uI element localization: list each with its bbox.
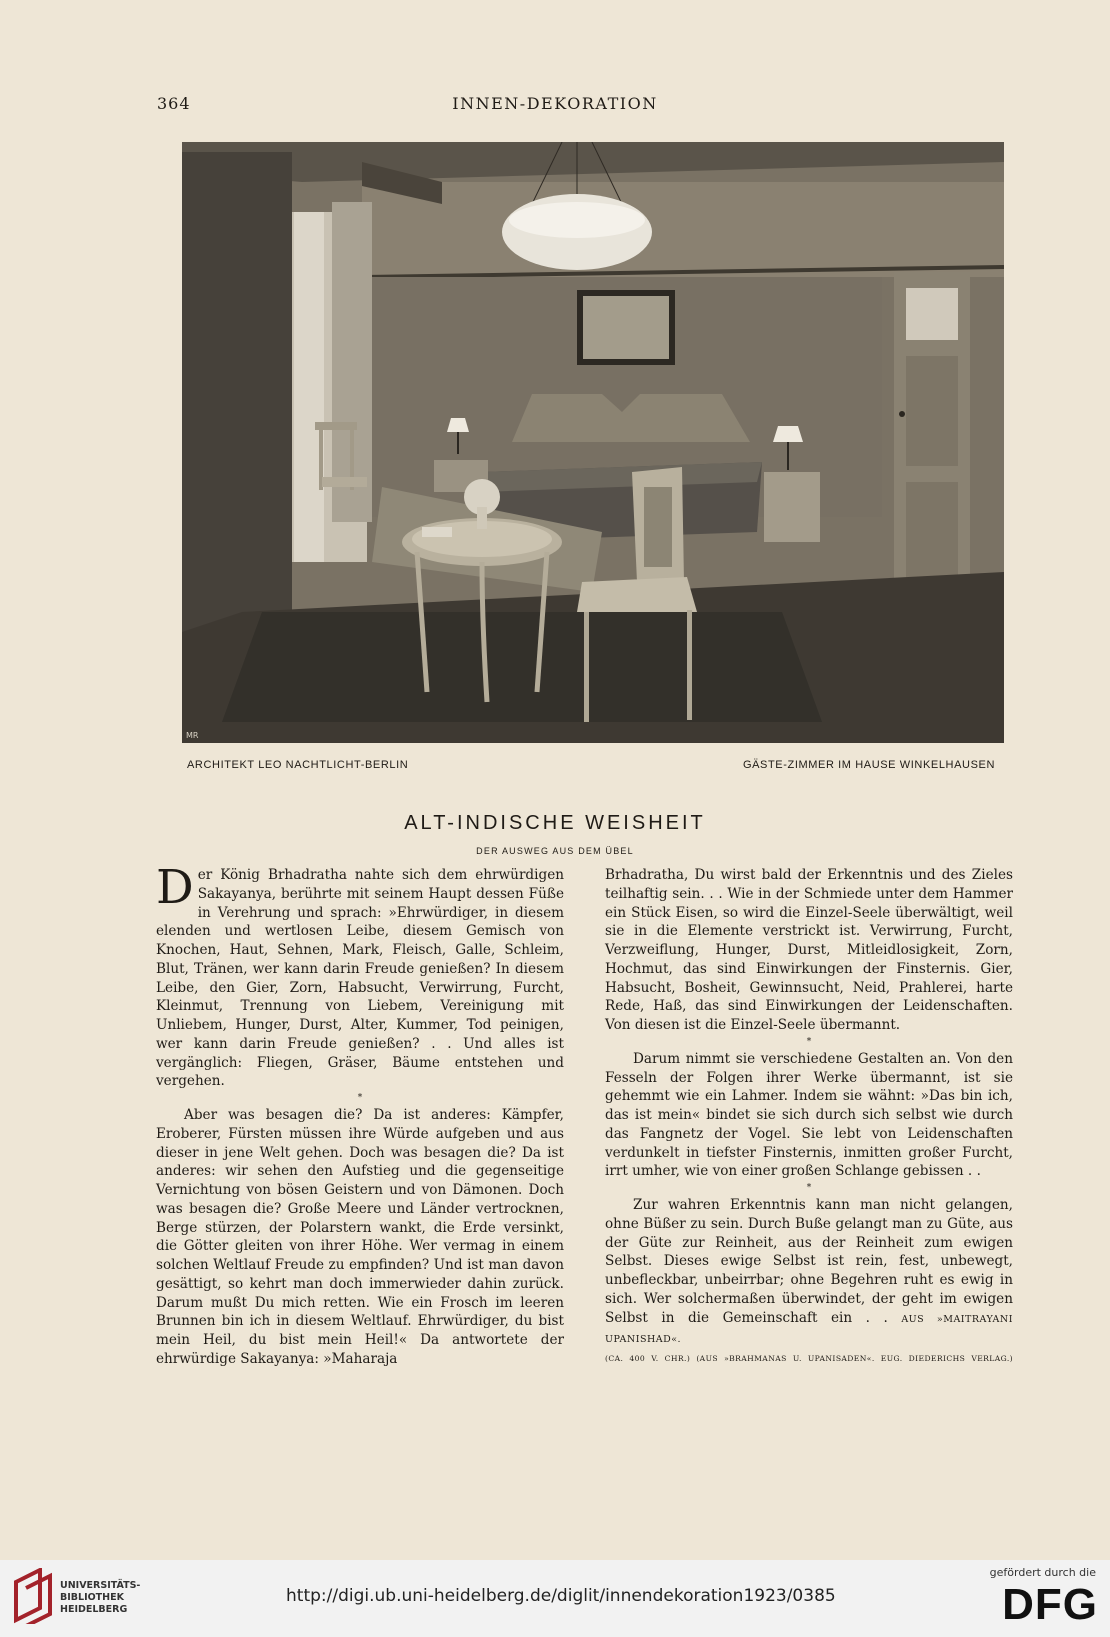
viewer-footer (0, 1560, 1110, 1637)
paragraph (156, 860, 564, 1091)
running-title: INNEN-DEKORATION (452, 94, 658, 113)
paragraph: Aber was besagen die? Da ist anderes: Kämpfer, Eroberer, Fürsten müssen ihre Würde aufgeben und aus dieser in jene Welt gehen. Doch was besagen die? Da ist anderes: wir sehen den Aufstieg und die gegenseitige Vernichtung von bösen Geistern und von Dämonen. Doch was besagen die? Große Meere und Länder vertrocknen, Berge stürzen, der Polarstern wankt, die Erde versinkt, die Götter gleiten von ihrer Höhe. Wer vermag in einem solchen Weltlauf Freude zu empfinden? Und ist man davon gesättigt, so kehrt man doch immerwieder dahin zurück. Darum mußt Du mich retten. Wie ein Frosch im leeren Brunnen bin ich in diesem Weltlauf. Ehrwürdiger, du bist mein Heil, du bist mein Heil!« Da antwortete der ehrwürdige Sakayanya: »Maharaja (156, 1107, 564, 1367)
interior-photograph (182, 142, 1004, 743)
paragraph-text: er König Brhadratha nahte sich dem ehrwürdigen Sakayanya, berührte mit seinem Haupt dessen Füße in Verehrung und sprach: »Ehrwürdiger, in diesem elenden und wertlosen Leibe, diesem Gemisch von Knochen, Haut, Sehnen, Mark, Fleisch, Galle, Schleim, Blut, Tränen, wer kann darin Freude genießen? In diesem Leibe, den Gier, Zorn, Habsucht, Verwirrung, Furcht, Kleinmut, Trennung von Liebem, Vereinigung mit Unliebem, Hunger, Durst, Alter, Kummer, Tod peinigen, wer kann darin Freude genießen? . . Und alles ist vergänglich: Fliegen, Gräser, Bäume entstehen und vergehen. (156, 867, 564, 1090)
photo-caption-room: GÄSTE-ZIMMER IM HAUSE WINKELHAUSEN (742, 759, 995, 771)
section-star: * (806, 1183, 812, 1193)
library-name (60, 1580, 140, 1616)
library-name-line: UNIVERSITÄTS- (60, 1580, 141, 1591)
guest-room-illustration (182, 142, 1004, 743)
source-note: (CA. 400 V. CHR.) (AUS »BRAHMANAS U. UPANISADEN«. EUG. DIEDERICHS VERLAG.) (605, 1354, 1013, 1363)
photo-caption-architect: ARCHITEKT LEO NACHTLICHT-BERLIN (187, 759, 409, 771)
library-name-line: HEIDELBERG (60, 1604, 128, 1615)
text-column-left (156, 860, 564, 1369)
drop-cap: D (156, 860, 194, 915)
university-library-logo-icon (12, 1568, 56, 1624)
page-number: 364 (157, 94, 191, 113)
text-column-right (605, 866, 1013, 1369)
library-name-line: BIBLIOTHEK (60, 1592, 124, 1603)
section-star: * (357, 1093, 363, 1103)
permalink-url[interactable]: http://digi.ub.uni-heidelberg.de/diglit/innendekoration1923/0385 (286, 1586, 836, 1606)
article-title: ALT-INDISCHE WEISHEIT (404, 812, 706, 834)
section-star: * (806, 1036, 812, 1047)
source-citation: AUS »MAITRAYANI UPANISHAD«. (605, 1313, 1013, 1346)
paragraph-text: Zur wahren Erkenntnis kann man nicht gelangen, ohne Büßer zu sein. Durch Buße gelangt man zu Güte, aus der Güte zur Reinheit, aus der Reinheit zum ewigen Selbst. Dieses ewige Selbst ist rein, fest, unbewegt, unbefleckbar, unbeirrbar; ohne Begehren ruht es ewig in sich. Wer solchermaßen überwindet, der geht im ewigen Selbst in die Gemeinschaft ein . . (605, 1197, 1013, 1326)
article-subtitle: DER AUSWEG AUS DEM ÜBEL (476, 846, 634, 856)
paragraph: Brhadratha, Du wirst bald der Erkenntnis und des Zieles teilhaftig sein. . . Wie in der Schmiede unter dem Hammer ein Stück Eisen, so wird die Einzel-Seele überwältigt, weil sie in die Elemente verstrickt ist. Verwirrung, Furcht, Verzweiflung, Hunger, Durst, Mitleidlosigkeit, Zorn, Hochmut, das sind Einwirkungen der Finsternis. Gier, Habsucht, Bosheit, Gewinnsucht, Neid, Prahlerei, harte Rede, Haß, das sind Einwirkungen der Leidenschaften. Von diesen ist die Einzel-Seele übermannt. (605, 867, 1013, 1033)
funded-by-label: gefördert durch die (989, 1566, 1096, 1579)
paragraph (605, 1196, 1013, 1350)
svg-text:MR: MR (186, 731, 199, 740)
paragraph: Darum nimmt sie verschiedene Gestalten an. Von den Fesseln der Folgen ihrer Werke übermannt, ist sie gehemmt wie ein Lahmer. Indem sie wähnt: »Das bin ich, das ist mein« bindet sie sich durch sich selbst wie durch das Fangnetz der Vogel. Sie lebt von Leidenschaften verdunkelt in tiefster Finsternis, inmitten großer Furcht, irrt umher, wie von einer großen Schlange gebissen . . (605, 1050, 1013, 1180)
dfg-logo: DFG (1002, 1580, 1098, 1629)
